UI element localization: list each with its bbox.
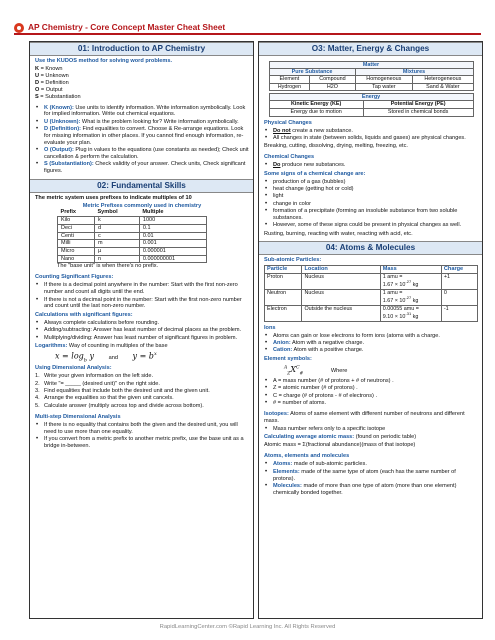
kinetic-energy-label: Kinetic Energy (KE) bbox=[269, 101, 363, 109]
list-item: • production of a gas (bubbles) bbox=[264, 179, 478, 186]
kudos-item: D = Definition bbox=[35, 80, 69, 87]
prefix-cell: 0.000001 bbox=[139, 247, 206, 255]
location-cell: Nucleus bbox=[302, 273, 380, 289]
section-heading-fundamental: 02: Fundamental Skills bbox=[30, 179, 253, 193]
physical-changes-heading: Physical Changes bbox=[264, 119, 312, 126]
prefix-cell: µ bbox=[94, 247, 139, 255]
particle-cell: Proton bbox=[265, 273, 302, 289]
kudos-item: S = Substantiation bbox=[35, 94, 81, 101]
kudos-step: • U (Unknown): What is the problem looking for? Write information symbolically. bbox=[35, 119, 249, 126]
step-number: 1. bbox=[35, 373, 40, 380]
table-row bbox=[265, 305, 478, 321]
list-item: • If there is no equality that contains both the given and the desired unit, you will need to use more than one equality. bbox=[35, 422, 249, 436]
charge-cell: -1 bbox=[441, 305, 477, 321]
step-number: 4. bbox=[35, 395, 40, 402]
col-prefix: Prefix bbox=[60, 209, 77, 216]
kudos-steps bbox=[35, 105, 249, 176]
matter-cell: Element bbox=[269, 76, 310, 83]
ions-heading: Ions bbox=[264, 324, 276, 331]
sigfig-list bbox=[35, 282, 249, 310]
mixtures-label: Mixtures bbox=[355, 69, 473, 76]
potential-energy-label: Potential Energy (PE) bbox=[363, 101, 473, 109]
symbol-where: Where bbox=[330, 367, 348, 374]
multi-step-list bbox=[35, 422, 249, 450]
prefix-cell: 1000 bbox=[139, 217, 206, 225]
average-mass-line: Calculating average atomic mass: (found on periodic table) bbox=[264, 434, 417, 441]
rapid-learning-logo-icon bbox=[14, 23, 24, 33]
prefix-cell: 0.000000001 bbox=[139, 255, 206, 263]
list-item: • A = mass number (# of protons + # of neutrons) . bbox=[264, 378, 478, 385]
section-heading-matter: O3: Matter, Energy & Changes bbox=[259, 42, 482, 56]
chemical-examples: Rusting, burning, reacting with water, reacting with acid, etc. bbox=[264, 230, 413, 237]
element-symbols-heading: Element symbols: bbox=[264, 355, 312, 362]
col-location: Location bbox=[302, 265, 380, 273]
charge-cell: 0 bbox=[441, 289, 477, 305]
prefix-cell: Milli bbox=[58, 240, 95, 248]
list-item: • Anion: Atom with a negative charge. bbox=[264, 340, 478, 347]
table-row bbox=[58, 240, 207, 248]
section-matter bbox=[259, 56, 482, 241]
metric-intro: The metric system uses prefixes to indicate multiples of 10 bbox=[35, 194, 192, 201]
matter-cell: Compound bbox=[310, 76, 355, 83]
mass-cell: 1 amu = $1.67 \times 10^{-27}$ kg bbox=[380, 273, 441, 289]
metric-table-title: Metric Prefixes commonly used in chemistry bbox=[82, 202, 202, 209]
isotopes-line: Isotopes: Atoms of same element with different number of neutrons and different mass. bbox=[264, 411, 465, 425]
prefix-cell: 0.01 bbox=[139, 232, 206, 240]
list-item: • light bbox=[264, 193, 478, 200]
base-unit-note: The "base unit" is when there's no prefix. bbox=[57, 263, 159, 270]
matter-example: H2O bbox=[310, 83, 355, 90]
atoms-elements-heading: Atoms, elements and molecules bbox=[264, 453, 350, 460]
dim-heading: Using Dimensional Analysis: bbox=[35, 365, 112, 372]
matter-example: Hydrogen bbox=[269, 83, 310, 90]
prefix-cell: Deci bbox=[58, 224, 95, 232]
table-row bbox=[265, 289, 478, 305]
matter-cell: Heterogeneous bbox=[413, 76, 473, 83]
section-atoms bbox=[259, 255, 482, 500]
kudos-list bbox=[35, 66, 249, 101]
dim-step: 1. Write your given information on the left side. bbox=[35, 373, 154, 380]
list-item: • Atoms can gain or lose electrons to form ions (atoms with a charge. bbox=[264, 333, 478, 340]
col-symbol: Symbol bbox=[97, 209, 118, 216]
subatomic-heading: Sub-atomic Particles: bbox=[264, 256, 322, 263]
page-title: AP Chemistry - Core Concept Master Cheat Sheet bbox=[28, 22, 226, 33]
chemical-changes-list bbox=[264, 162, 478, 169]
element-symbol-list bbox=[264, 378, 478, 407]
dim-step: 3. Find equalities that include both the desired unit and the given unit. bbox=[35, 388, 210, 395]
kudos-item: K = Known bbox=[35, 66, 63, 72]
potential-energy-text: Stored in chemical bonds bbox=[363, 109, 473, 117]
list-item: • If there is not a decimal point in the number: Start with the first non-zero number and count until the last non-zero number. bbox=[35, 297, 249, 311]
dim-step: 4. Arrange the equalities so that the given unit cancels. bbox=[35, 395, 174, 402]
particle-cell: Neutron bbox=[265, 289, 302, 305]
dim-step: 2. Write "= _____ (desired unit)" on the right side. bbox=[35, 380, 160, 387]
list-item: • heat change (getting hot or cold) bbox=[264, 186, 478, 193]
prefix-cell: Centi bbox=[58, 232, 95, 240]
logarithms-line: Logarithms: Way of counting in multiples of the base bbox=[35, 342, 168, 349]
section-heading-intro: 01: Introduction to AP Chemistry bbox=[30, 42, 253, 56]
matter-label: Matter bbox=[269, 62, 473, 69]
list-item: • Do not create a new substance. bbox=[264, 128, 478, 135]
matter-table bbox=[269, 61, 474, 91]
list-item: • Elements: made of the same type of atom (each has the same number of protons). bbox=[264, 469, 478, 483]
list-item: • Z = atomic number (# of protons) . bbox=[264, 385, 478, 392]
prefix-cell: Micro bbox=[58, 247, 95, 255]
table-row bbox=[58, 232, 207, 240]
matter-example: Tap water bbox=[355, 83, 413, 90]
matter-example: Sand & Water bbox=[413, 83, 473, 90]
list-item: • change in color bbox=[264, 201, 478, 208]
average-mass-formula: Atomic mass = Σ(fractional abundance)(mass of that isotope) bbox=[264, 442, 416, 449]
list-item: • # = number of atoms. bbox=[264, 400, 478, 407]
log-formula: $x = \log_b y$ and $y = b^x$ bbox=[55, 350, 157, 364]
kudos-step: • K (Known): Use units to identify information. Write information symbolically. Look for implied information. Write out chemical equations. bbox=[35, 105, 249, 119]
kudos-step: • O (Output): Plug in values to the equations (use constants as needed); Check unit cancellation & perform the calculation. bbox=[35, 147, 249, 161]
energy-table bbox=[269, 93, 474, 117]
kudos-item: U = Unknown bbox=[35, 73, 69, 80]
section-heading-atoms: 04: Atoms & Molecules bbox=[259, 241, 482, 255]
physical-examples: Breaking, cutting, dissolving, drying, melting, freezing, etc. bbox=[264, 143, 408, 150]
atoms-elements-list bbox=[264, 461, 478, 496]
list-item: • Adding/subtracting: Answer has least number of decimal places as the problem. bbox=[35, 327, 249, 334]
list-item: • C = charge (# of protons - # of electrons) . bbox=[264, 393, 478, 400]
chemical-signs-list bbox=[264, 179, 478, 230]
list-item: • If there is a decimal point anywhere in the number: Start with the first non-zero number and count all digits until the end. bbox=[35, 282, 249, 296]
section-intro bbox=[30, 56, 253, 179]
col-particle: Particle bbox=[265, 265, 302, 273]
list-item: • formation of a precipitate (forming an insoluble substance from two soluble substances. bbox=[264, 208, 478, 222]
col-mass: Mass bbox=[380, 265, 441, 273]
mass-cell: 1 amu = $1.67 \times 10^{-27}$ kg bbox=[380, 289, 441, 305]
kudos-intro: Use the KUDOS method for solving word problems. bbox=[35, 58, 173, 64]
energy-label: Energy bbox=[269, 93, 473, 101]
prefix-cell: d bbox=[94, 224, 139, 232]
list-item: • Mass number refers only to a specific isotope bbox=[264, 426, 478, 433]
pure-substance-label: Pure Substance bbox=[269, 69, 355, 76]
list-item: • All changes in state (between solids, liquids and gases) are physical changes. bbox=[264, 135, 478, 142]
table-row bbox=[58, 255, 207, 263]
location-cell: Outside the nucleus bbox=[302, 305, 380, 321]
isotopes-list bbox=[264, 426, 478, 433]
col-multiple: Multiple bbox=[142, 209, 164, 216]
element-symbol-notation bbox=[264, 364, 478, 378]
element-symbol-icon: $^A_ZX^C_{\#}$ bbox=[284, 364, 304, 377]
sigfig-heading: Counting Significant Figures: bbox=[35, 274, 114, 281]
chemical-signs-heading: Some signs of a chemical change are: bbox=[264, 170, 366, 177]
prefix-cell: Kilo bbox=[58, 217, 95, 225]
title-bar bbox=[14, 22, 481, 35]
col-charge: Charge bbox=[441, 265, 477, 273]
kudos-step: • S (Substantiation): Check validity of your answer. Check units, Check significant figures. bbox=[35, 161, 249, 175]
location-cell: Nucleus bbox=[302, 289, 380, 305]
prefix-cell: 0.001 bbox=[139, 240, 206, 248]
right-column bbox=[258, 41, 483, 619]
step-number: 5. bbox=[35, 402, 40, 409]
prefix-cell: n bbox=[94, 255, 139, 263]
list-item: • Always complete calculations before rounding. bbox=[35, 320, 249, 327]
prefix-cell: c bbox=[94, 232, 139, 240]
list-item: • However, some of these signs could be present in physical changes as well. bbox=[264, 222, 478, 229]
left-column bbox=[29, 41, 254, 619]
dim-step: 5. Calculate answer (multiply across top and divide across bottom). bbox=[35, 402, 204, 409]
table-row bbox=[58, 217, 207, 225]
calc-list bbox=[35, 320, 249, 342]
list-item: • If you convert from a metric prefix to another metric prefix, use the base unit as a bridge in-between. bbox=[35, 436, 249, 450]
prefix-cell: k bbox=[94, 217, 139, 225]
table-row bbox=[58, 247, 207, 255]
subatomic-table bbox=[264, 265, 478, 322]
list-item: • Do produce new substances. bbox=[264, 162, 478, 169]
step-number: 3. bbox=[35, 388, 40, 395]
prefix-cell: m bbox=[94, 240, 139, 248]
ions-list bbox=[264, 333, 478, 355]
dim-steps-list bbox=[35, 373, 249, 409]
particle-cell: Electron bbox=[265, 305, 302, 321]
calc-heading: Calculations with significant figures: bbox=[35, 311, 133, 318]
footer: RapidLearningCenter.com ©Rapid Learning Inc. All Rights Reserved bbox=[159, 624, 336, 630]
list-item: • Molecules: made of more than one type of atom (more than one element) chemically bonded together. bbox=[264, 483, 478, 497]
step-number: 2. bbox=[35, 380, 40, 387]
prefix-cell: 0.1 bbox=[139, 224, 206, 232]
charge-cell: +1 bbox=[441, 273, 477, 289]
prefix-cell: Nano bbox=[58, 255, 95, 263]
metric-prefix-table bbox=[57, 209, 207, 263]
kudos-item: O = Output bbox=[35, 87, 63, 94]
matter-cell: Homogeneous bbox=[355, 76, 413, 83]
list-item: • Atoms: made of sub-atomic particles. bbox=[264, 461, 478, 468]
list-item: • Mulitplying/dividing: Answer has least number of significant figures in problem. bbox=[35, 335, 249, 342]
physical-changes-list bbox=[264, 128, 478, 142]
section-fundamental bbox=[30, 193, 253, 454]
table-row bbox=[58, 224, 207, 232]
chemical-changes-heading: Chemical Changes bbox=[264, 154, 315, 161]
mass-cell: 0.00055 amu = $9.10 \times 10^{-31}$ kg bbox=[380, 305, 441, 321]
table-row bbox=[265, 273, 478, 289]
list-item: • Cation: Atom with a positive charge. bbox=[264, 347, 478, 354]
kudos-step: • D (Definition): Find equalities to convert. Choose & Re-arrange equations. Look for missing information in other places. If you cannot find enough information, re-evaluate your plan. bbox=[35, 126, 249, 146]
multi-heading: Multi-step Dimensional Analysis bbox=[35, 414, 121, 421]
kinetic-energy-text: Energy due to motion bbox=[269, 109, 363, 117]
